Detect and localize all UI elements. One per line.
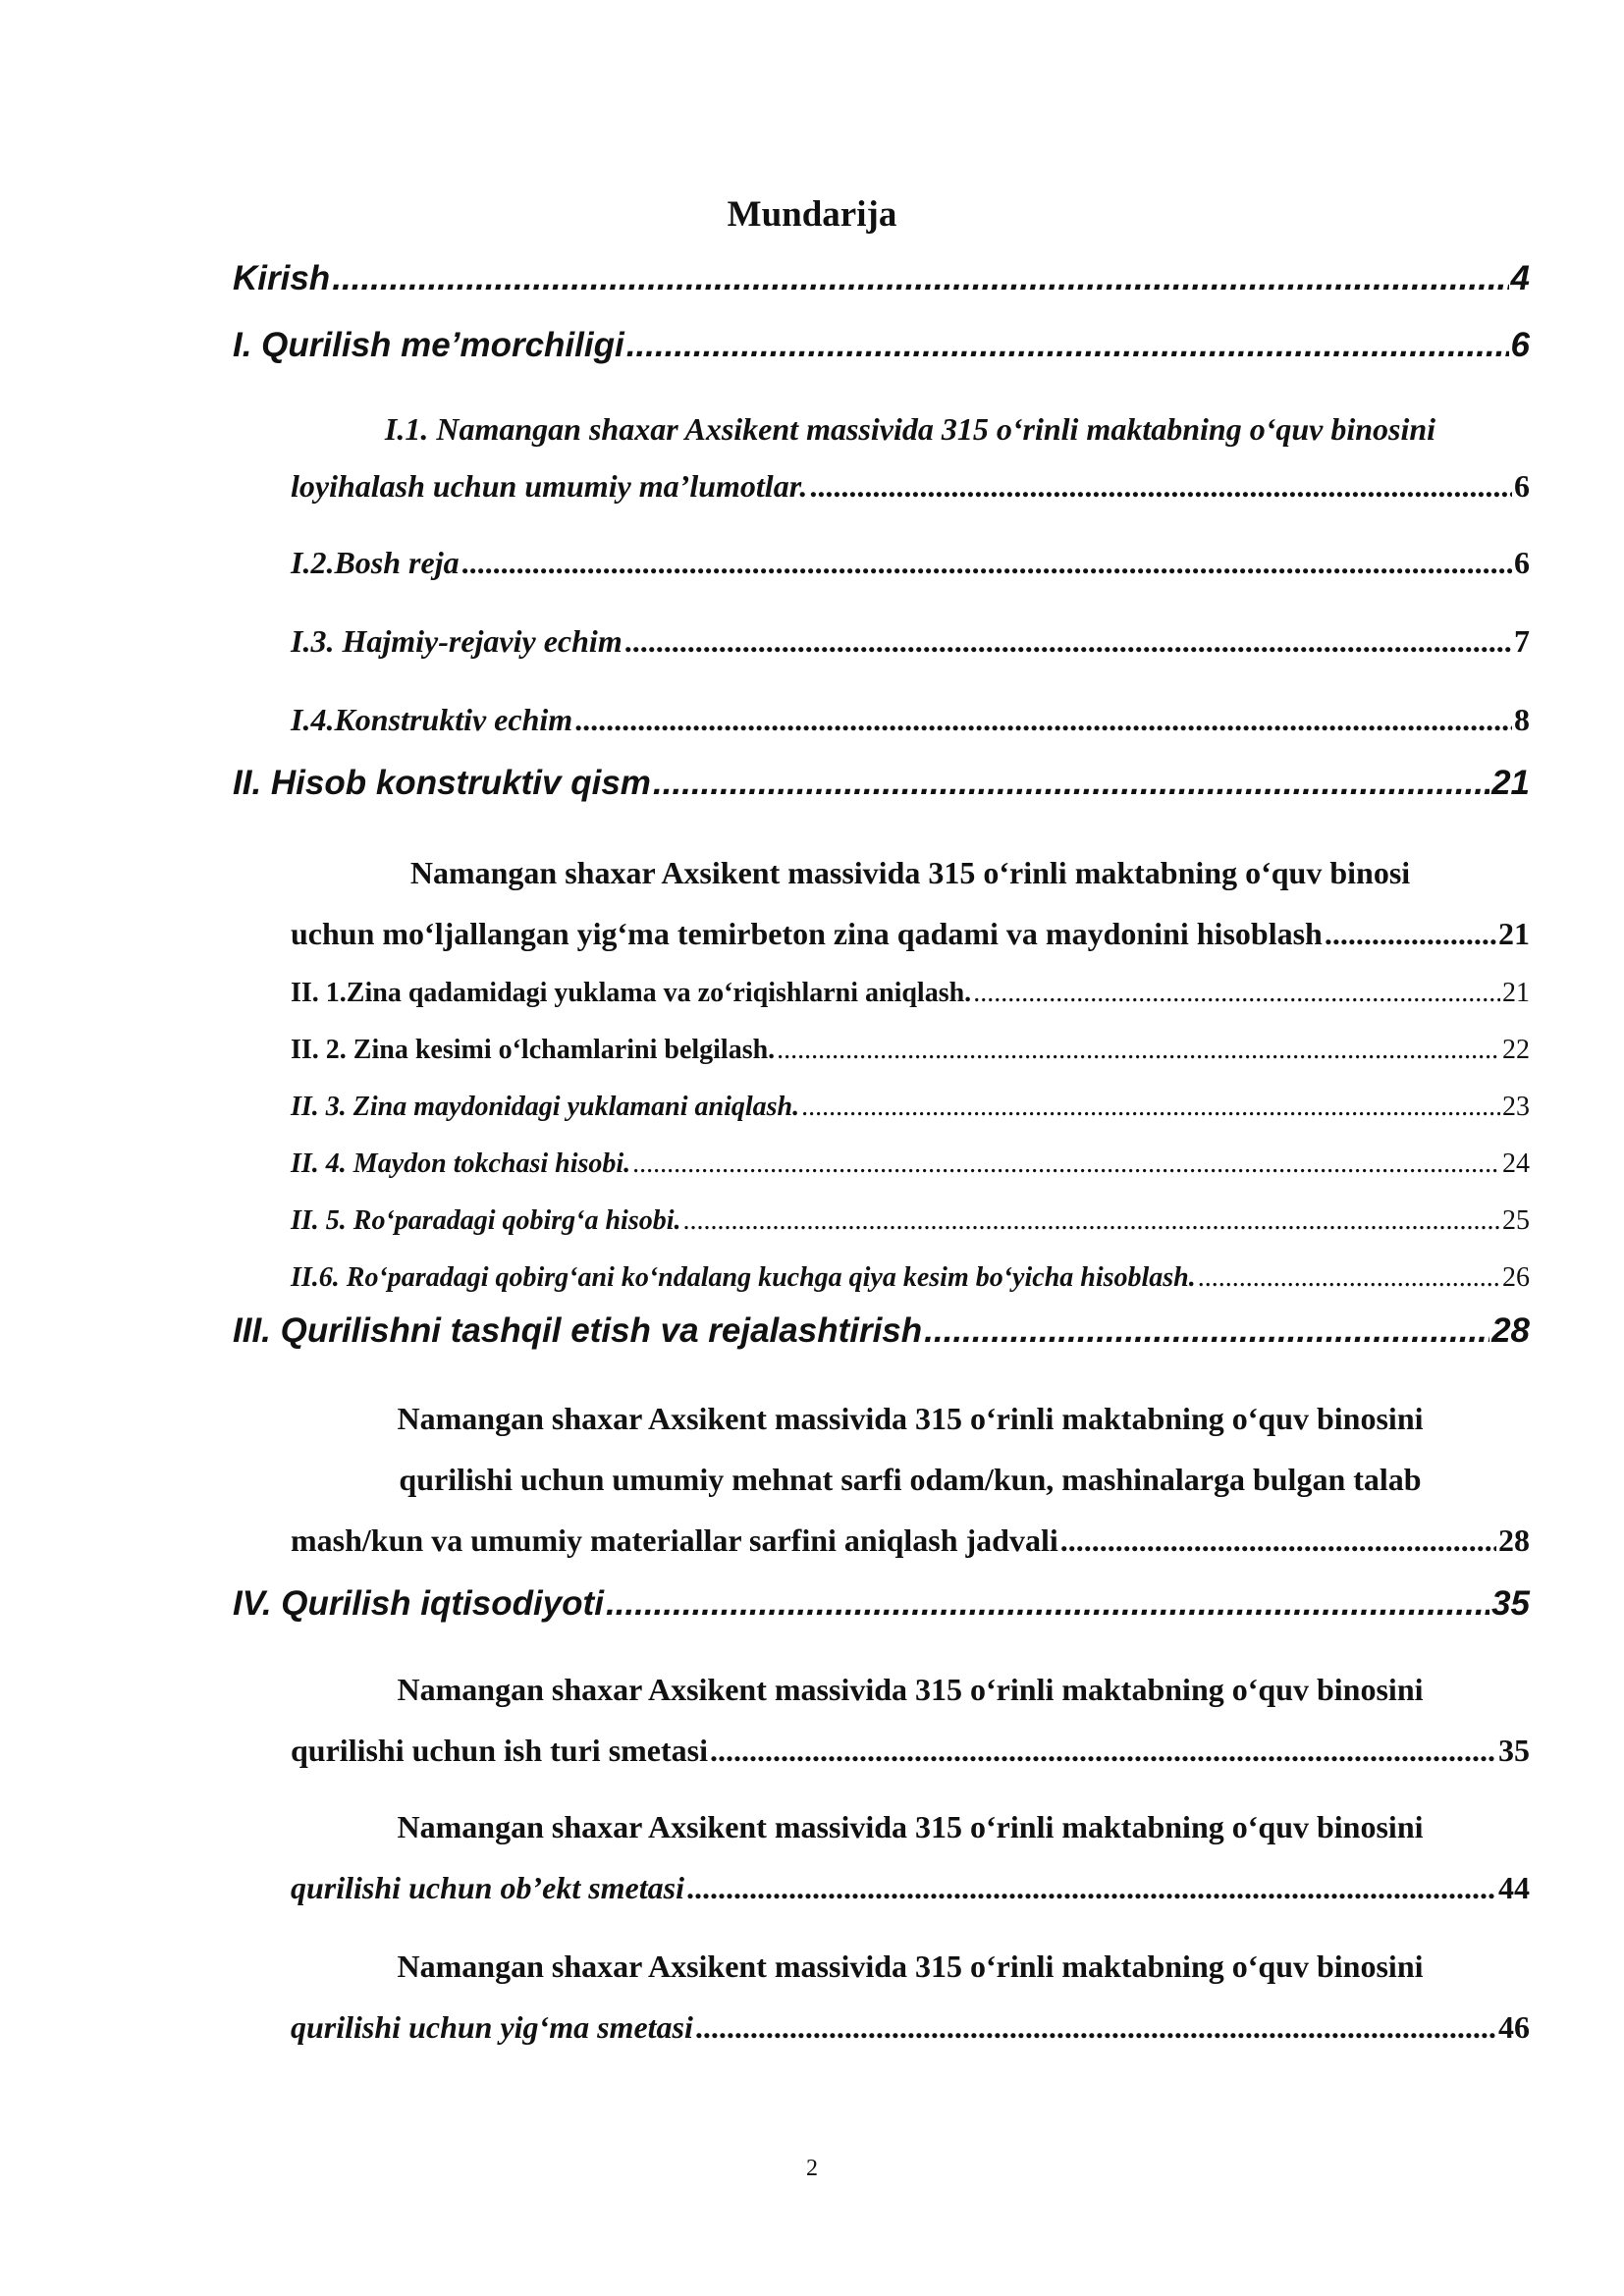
toc-page-number: 21 xyxy=(1502,978,1530,1008)
toc-page-number: 6 xyxy=(1514,468,1530,504)
toc-entry-line: Namangan shaxar Axsikent massivida 315 o‘rinli maktabning o‘quv binosini xyxy=(397,1672,1424,1707)
dot-leader xyxy=(624,620,1512,662)
toc-entry-chapter-1[interactable] xyxy=(233,324,1530,367)
toc-page-number: 6 xyxy=(1510,326,1530,364)
dot-leader xyxy=(683,1203,1501,1239)
dot-leader xyxy=(632,1147,1500,1182)
toc-entry-2-6[interactable] xyxy=(291,1260,1530,1296)
toc-entry-1-1[interactable] xyxy=(291,465,1530,507)
toc-entry-2-1[interactable] xyxy=(291,976,1530,1011)
toc-entry-lastline xyxy=(291,1857,1530,1918)
toc-entry-label: II. 2. Zina kesimi o‘lchamlarini belgilash. xyxy=(291,1035,776,1065)
toc-entry-chapter-2[interactable] xyxy=(233,762,1530,805)
toc-entry-label: I.3. Hajmiy-rejaviy echim xyxy=(291,623,623,659)
dot-leader xyxy=(332,257,1508,300)
toc-entry-label: I.4.Konstruktiv echim xyxy=(291,702,573,737)
toc-page-number: 24 xyxy=(1502,1148,1530,1179)
toc-entry-2-5[interactable] xyxy=(291,1203,1530,1239)
toc-entry-label: II.6. Ro‘paradagi qobirg‘ani ko‘ndalang kuchga qiya kesim bo‘yicha hisoblash. xyxy=(291,1262,1196,1293)
toc-entry-label: mash/kun va umumiy materiallar sarfini aniqlash jadvali xyxy=(291,1522,1058,1558)
dot-leader xyxy=(777,1033,1500,1068)
dot-leader xyxy=(1060,1510,1496,1571)
toc-entry-chapter-3[interactable] xyxy=(233,1309,1530,1353)
toc-page-number: 46 xyxy=(1498,2009,1530,2045)
dot-leader xyxy=(1325,903,1496,964)
dot-leader xyxy=(695,1997,1496,2057)
toc-entry-line: Namangan shaxar Axsikent massivida 315 o‘rinli maktabning o‘quv binosini xyxy=(397,1809,1424,1844)
toc-entry-2-3[interactable] xyxy=(291,1090,1530,1125)
dot-leader xyxy=(626,324,1509,367)
toc-entry-lastline xyxy=(291,1510,1530,1571)
toc-entry-1-3[interactable] xyxy=(291,620,1530,662)
dot-leader xyxy=(973,976,1500,1011)
toc-entry-2-2[interactable] xyxy=(291,1033,1530,1068)
dot-leader xyxy=(1198,1260,1500,1296)
toc-entry-lastline xyxy=(291,903,1530,964)
toc-page-number: 35 xyxy=(1498,1733,1530,1768)
toc-entry-4-b[interactable] xyxy=(291,1796,1530,1918)
toc-entry-label: qurilishi uchun ob’ekt smetasi xyxy=(291,1870,684,1905)
toc-entry-label: II. Hisob konstruktiv qism xyxy=(233,764,651,802)
toc-page-number: 44 xyxy=(1498,1870,1530,1905)
dot-leader xyxy=(574,699,1512,740)
toc-page-number: 22 xyxy=(1502,1035,1530,1065)
toc-entry-label: Kirish xyxy=(233,259,331,297)
toc-entry-label: qurilishi uchun yig‘ma smetasi xyxy=(291,2009,693,2045)
dot-leader xyxy=(809,465,1512,507)
dot-leader xyxy=(924,1309,1489,1353)
toc-page-number: 28 xyxy=(1491,1311,1530,1350)
page-title: Mundarija xyxy=(727,194,897,235)
toc-entry-4-c[interactable] xyxy=(291,1936,1530,2057)
dot-leader xyxy=(653,762,1489,805)
toc-page-number: 35 xyxy=(1491,1584,1530,1623)
toc-entry-line: qurilishi uchun umumiy mehnat sarfi odam/kun, mashinalarga bulgan talab xyxy=(399,1462,1422,1497)
toc-entry-3-intro[interactable] xyxy=(291,1388,1530,1571)
toc-page-number: 8 xyxy=(1514,702,1530,737)
toc-entry-1-1-line1[interactable]: I.1. Namangan shaxar Axsikent massivida 315 o‘rinli maktabning o‘quv binosini xyxy=(384,411,1436,447)
dot-leader xyxy=(461,542,1512,583)
toc-entry-line: Namangan shaxar Axsikent massivida 315 o‘rinli maktabning o‘quv binosini xyxy=(397,1401,1424,1436)
toc-entry-label: III. Qurilishni tashqil etish va rejalashtirish xyxy=(233,1311,923,1350)
page-number: 2 xyxy=(806,2156,818,2181)
toc-entry-label: IV. Qurilish iqtisodiyoti xyxy=(233,1584,604,1623)
toc-entry-label: II. 4. Maydon tokchasi hisobi. xyxy=(291,1148,631,1179)
toc-entry-4-a[interactable] xyxy=(291,1659,1530,1781)
toc-entry-label: II. 3. Zina maydonidagi yuklamani aniqlash. xyxy=(291,1092,800,1122)
dot-leader xyxy=(606,1582,1489,1626)
toc-entry-1-2[interactable] xyxy=(291,542,1530,583)
toc-entry-label: II. 5. Ro‘paradagi qobirg‘a hisobi. xyxy=(291,1205,681,1236)
toc-entry-label: qurilishi uchun ish turi smetasi xyxy=(291,1733,708,1768)
toc-page-number: 21 xyxy=(1491,764,1530,802)
toc-page-number: 4 xyxy=(1510,259,1530,297)
dot-leader xyxy=(710,1720,1496,1781)
toc-entry-lastline xyxy=(291,1720,1530,1781)
toc-entry-label: I.2.Bosh reja xyxy=(291,545,460,580)
toc-entry-kirish[interactable] xyxy=(233,257,1530,300)
toc-entry-line: Namangan shaxar Axsikent massivida 315 o‘rinli maktabning o‘quv binosini xyxy=(397,1949,1424,1984)
toc-entry-label: uchun mo‘ljallangan yig‘ma temirbeton zina qadami va maydonini hisoblash xyxy=(291,916,1323,951)
toc-page-number: 28 xyxy=(1498,1522,1530,1558)
dot-leader xyxy=(686,1857,1496,1918)
toc-page-number: 25 xyxy=(1502,1205,1530,1236)
toc-page-number: 7 xyxy=(1514,623,1530,659)
toc-entry-2-4[interactable] xyxy=(291,1147,1530,1182)
toc-page-number: 26 xyxy=(1502,1262,1530,1293)
dot-leader xyxy=(801,1090,1500,1125)
toc-entry-chapter-4[interactable] xyxy=(233,1582,1530,1626)
toc-page-number: 23 xyxy=(1502,1092,1530,1122)
toc-page-number: 6 xyxy=(1514,545,1530,580)
toc-entry-label: II. 1.Zina qadamidagi yuklama va zo‘riqishlarni aniqlash. xyxy=(291,978,972,1008)
toc-entry-line: Namangan shaxar Axsikent massivida 315 o‘rinli maktabning o‘quv binosi xyxy=(409,855,1411,890)
toc-page-number: 21 xyxy=(1498,916,1530,951)
toc-entry-label: I. Qurilish me’morchiligi xyxy=(233,326,624,364)
toc-entry-1-4[interactable] xyxy=(291,699,1530,740)
toc-entry-lastline xyxy=(291,1997,1530,2057)
toc-entry-label: loyihalash uchun umumiy ma’lumotlar. xyxy=(291,468,808,504)
toc-entry-2-intro[interactable] xyxy=(291,842,1530,964)
